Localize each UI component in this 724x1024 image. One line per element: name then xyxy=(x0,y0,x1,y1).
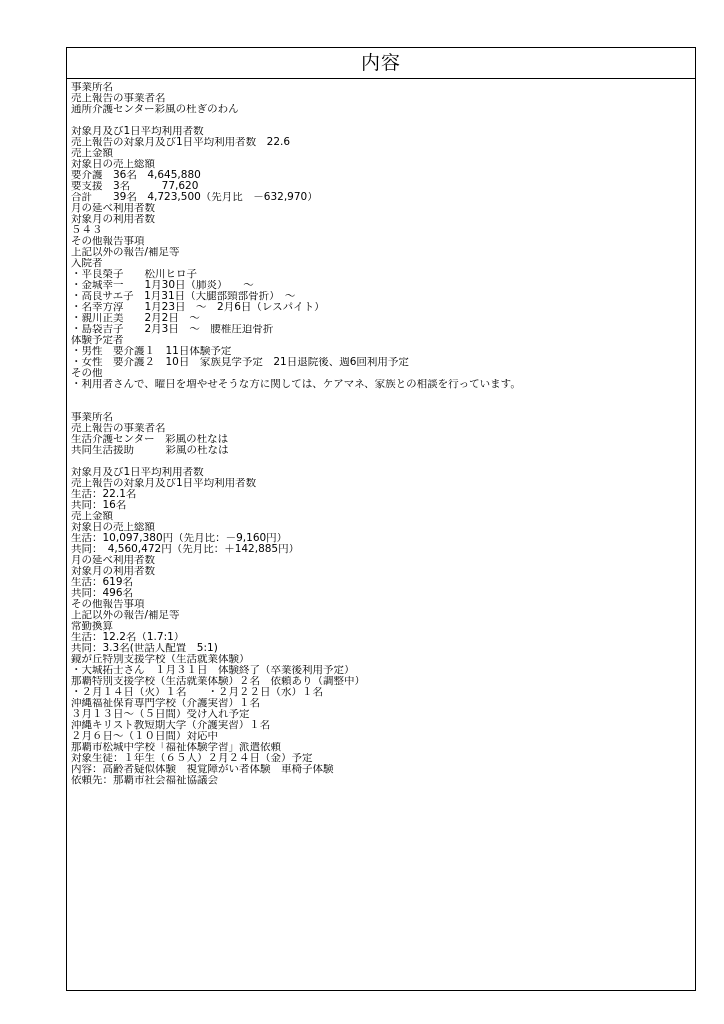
text-line: 共同：16名 xyxy=(71,500,127,511)
text-line: 対象日の売上総額 xyxy=(71,522,155,533)
text-line: 月の延べ利用者数 xyxy=(71,555,155,566)
text-line: 対象月及び1日平均利用者数 xyxy=(71,126,204,137)
text-line: 共同：496名 xyxy=(71,588,134,599)
text-line: 売上金額 xyxy=(71,148,113,159)
text-line: 対象生徒：１年生（６５人）２月２４日（金）予定 xyxy=(71,753,313,764)
text-line: ・高良サエ子 1月31日（大腿部頸部骨折） ～ xyxy=(71,291,296,302)
text-line: ・親川正美 2月2日 ～ xyxy=(71,313,200,324)
text-line: 内容：高齢者疑似体験 視覚障がい者体験 車椅子体験 xyxy=(71,764,334,775)
text-line: 沖縄キリスト教短期大学（介護実習）１名 xyxy=(71,720,271,731)
text-line: 要介護 36名 4,645,880 xyxy=(71,170,201,181)
text-line: 那覇特別支援学校（生活就業体験）２名 依頼あり（調整中） xyxy=(71,676,365,687)
text-line: 対象月の利用者数 xyxy=(71,214,155,225)
text-line: 通所介護センター彩風の杜ぎのわん xyxy=(71,104,239,115)
text-line: ５４３ xyxy=(71,225,103,236)
text-line xyxy=(71,115,695,126)
text-line: 生活：12.2名（1.7:1） xyxy=(71,632,185,643)
text-line: 対象月及び1日平均利用者数 xyxy=(71,467,204,478)
text-line: 那覇市松城中学校「福祉体験学習」派遣依頼 xyxy=(71,742,281,753)
text-line: 鏡が丘特別支援学校（生活就業体験） xyxy=(71,654,250,665)
text-line: ２月６日～（１０日間）対応中 xyxy=(71,731,218,742)
text-line: ・大城拓士さん １月３１日 体験終了（卒業後利用予定） xyxy=(71,665,355,676)
content-body xyxy=(67,79,695,786)
text-line: ・男性 要介護１ 11日体験予定 xyxy=(71,346,232,357)
text-line: その他報告事項 xyxy=(71,599,145,610)
text-line: 事業所名 xyxy=(71,82,113,93)
text-line: ・平良榮子 松川ヒロ子 xyxy=(71,269,197,280)
text-line: 生活：10,097,380円（先月比：－9,160円） xyxy=(71,533,288,544)
text-line: 売上報告の対象月及び1日平均利用者数 xyxy=(71,478,257,489)
text-line: ・金城幸一 1月30日（肺炎） ～ xyxy=(71,280,254,291)
text-line: 売上報告の事業者名 xyxy=(71,93,166,104)
text-line: ・２月１４日（火）１名 ・２月２２日（水）１名 xyxy=(71,687,323,698)
content-frame xyxy=(66,47,696,991)
text-line: 対象日の売上総額 xyxy=(71,159,155,170)
text-line: その他 xyxy=(71,368,103,379)
text-line: 体験予定者 xyxy=(71,335,124,346)
section-seikatsu-kaigo xyxy=(71,412,695,786)
text-line: 売上報告の対象月及び1日平均利用者数 22.6 xyxy=(71,137,291,148)
text-line: ・名幸方淳 1月23日 ～ 2月6日（レスパイト） xyxy=(71,302,325,313)
text-line: 上記以外の報告/補足等 xyxy=(71,610,180,621)
text-line: 常勤換算 xyxy=(71,621,113,632)
section-spacer xyxy=(71,390,695,401)
text-line: 上記以外の報告/補足等 xyxy=(71,247,180,258)
text-line: ・島袋吉子 2月3日 ～ 腰椎圧迫骨折 xyxy=(71,324,274,335)
text-line: 沖縄福祉保育専門学校（介護実習）１名 xyxy=(71,698,260,709)
text-line: 売上金額 xyxy=(71,511,113,522)
text-line: 対象月の利用者数 xyxy=(71,566,155,577)
text-line: 依頼先：那覇市社会福祉協議会 xyxy=(71,775,218,786)
text-line xyxy=(71,456,695,467)
text-line: 生活介護センター 彩風の杜なは xyxy=(71,434,229,445)
section-tsusho-kaigo xyxy=(71,82,695,390)
text-line: 生活：22.1名 xyxy=(71,489,137,500)
text-line: 売上報告の事業者名 xyxy=(71,423,166,434)
text-line: 共同生活援助 彩風の杜なは xyxy=(71,445,229,456)
text-line: 要支援 3名 77,620 xyxy=(71,181,199,192)
text-line: 入院者 xyxy=(71,258,103,269)
page-title: 内容 xyxy=(360,51,401,74)
header-row xyxy=(67,48,695,79)
text-line: ・利用者さんで、曜日を増やせそうな方に関しては、ケアマネ、家族との相談を行っています。 xyxy=(71,379,521,390)
text-line: 事業所名 xyxy=(71,412,113,423)
text-line: 月の延べ利用者数 xyxy=(71,203,155,214)
text-line: ３月１３日～（５日間）受け入れ予定 xyxy=(71,709,250,720)
section-spacer xyxy=(71,401,695,412)
text-line: その他報告事項 xyxy=(71,236,145,247)
text-line: 生活：619名 xyxy=(71,577,134,588)
text-line: ・女性 要介護２ 10日 家族見学予定 21日退院後、週6回利用予定 xyxy=(71,357,409,368)
text-line: 共同： 4,560,472円（先月比：＋142,885円） xyxy=(71,544,300,555)
text-line: 合計 39名 4,723,500（先月比 －632,970） xyxy=(71,192,318,203)
text-line: 共同：3.3名(世話人配置 5:1) xyxy=(71,643,218,654)
